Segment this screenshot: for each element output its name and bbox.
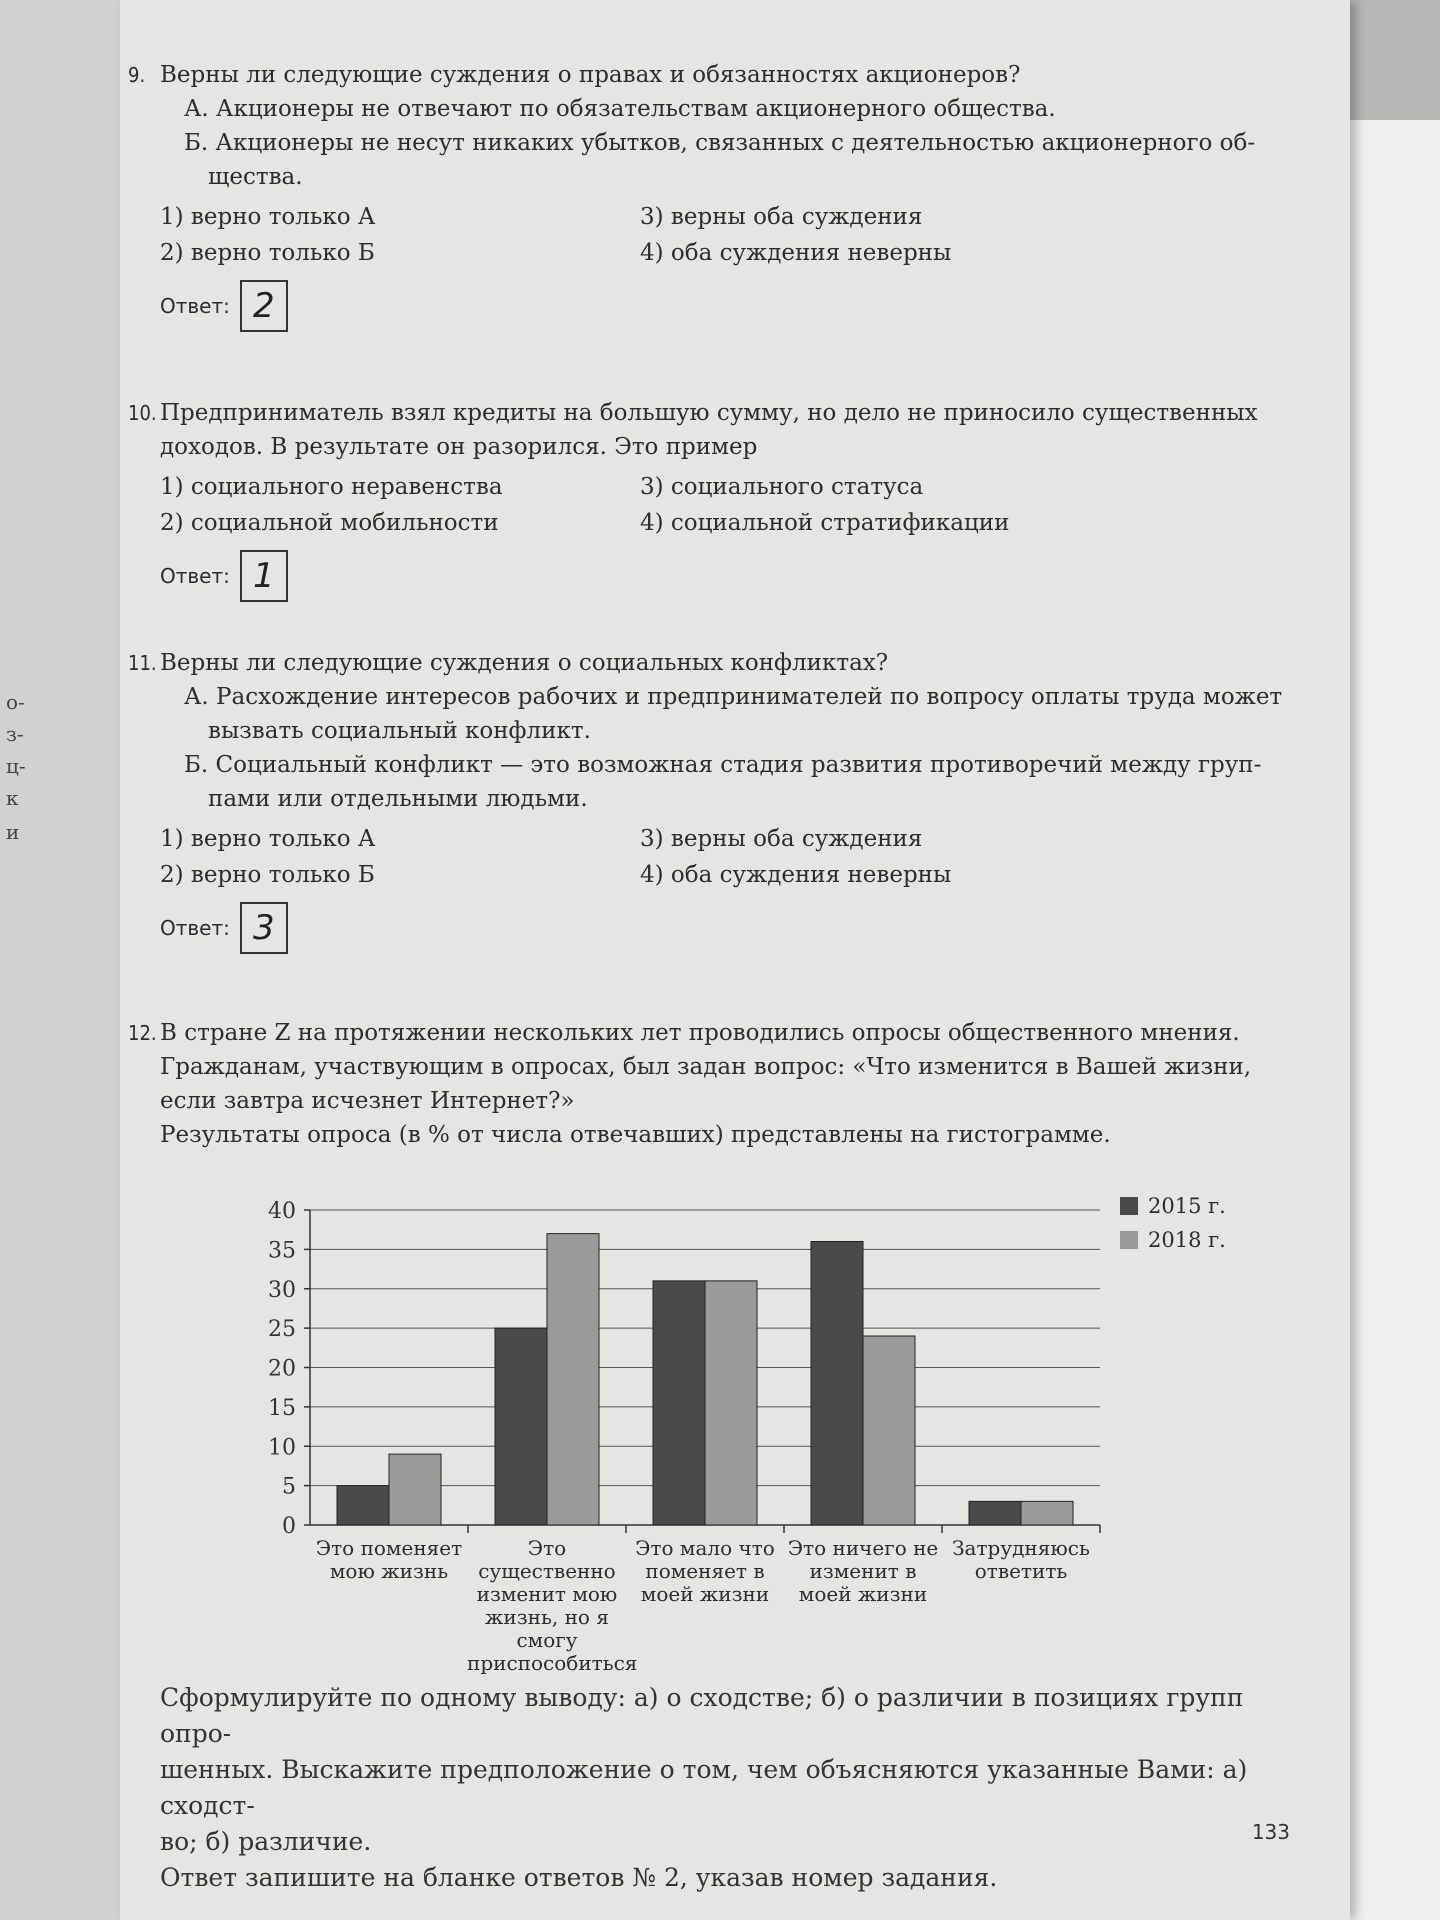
x-category-label-line: изменит мою [476,1582,618,1606]
legend-swatch [1120,1231,1138,1249]
y-tick-label: 25 [268,1317,296,1343]
option-4: 4) социальной стратификации [640,510,1010,536]
option-2: 2) социальной мобильности [160,510,499,536]
margin-fragment: к [6,786,19,810]
question-number: 12. [128,1021,157,1045]
bar-2015 [811,1242,863,1526]
option-1: 1) верно только А [160,204,376,230]
question-11 [128,646,1300,954]
legend-label: 2018 г. [1148,1228,1226,1252]
bar-2018 [389,1454,441,1525]
option-1: 1) верно только А [160,826,376,852]
y-tick-label: 40 [268,1199,296,1224]
x-category-label [309,1537,469,1583]
question-number: 9. [128,63,146,87]
option-3: 3) социального статуса [640,474,924,500]
y-tick-label: 10 [268,1435,296,1461]
option-3: 3) верны оба суждения [640,204,923,230]
chart-legend [1120,1194,1226,1262]
answer-row [160,280,1300,332]
instruction-line: Сформулируйте по одному выводу: а) о сходстве; б) о различии в позициях групп опро- [160,1683,1244,1748]
x-category-label-line: смогу [516,1628,578,1652]
option-4: 4) оба суждения неверны [640,240,952,266]
answer-box[interactable]: 3 [240,902,288,954]
option-4: 4) оба суждения неверны [640,862,952,888]
x-category-label-line: мою жизнь [329,1559,449,1583]
margin-fragment: и [6,820,20,844]
question-number: 10. [128,401,157,425]
answer-label: Ответ: [160,564,230,588]
bar-2015 [337,1486,389,1525]
legend-item-2018 [1120,1228,1226,1252]
instruction-line: во; б) различие. [160,1827,372,1856]
page-number: 133 [1251,1820,1290,1844]
y-tick-label: 30 [268,1277,296,1303]
x-category-label-line: моей жизни [798,1582,928,1606]
option-2: 2) верно только Б [160,862,375,888]
question-9 [128,58,1300,332]
previous-page-edge [0,0,120,1920]
answer-box[interactable]: 2 [240,280,288,332]
bar-2015 [969,1501,1021,1525]
option-2: 2) верно только Б [160,240,375,266]
margin-fragment: о- [6,690,25,714]
option-3: 3) верны оба суждения [640,826,923,852]
options [160,822,1300,892]
x-category-label-line: Это поменяет [315,1536,463,1560]
legend-item-2015 [1120,1194,1226,1218]
histogram [180,1180,1310,1700]
options [160,200,1300,270]
question-text-cont: доходов. В результате он разорился. Это пример [160,434,758,460]
statement-b-cont: пами или отдельными людьми. [208,786,588,812]
answer-row [160,902,1300,954]
margin-fragment: ц- [6,754,26,778]
x-category-label-line: моей жизни [640,1582,770,1606]
chart-intro: Результаты опроса (в % от числа отвечавших) представлены на гистограмме. [160,1122,1111,1148]
answer-row [160,550,1300,602]
y-tick-label: 0 [282,1514,296,1539]
answer-label: Ответ: [160,294,230,318]
x-category-label-line: изменит в [809,1559,917,1583]
x-category-label-line: Это мало что [635,1536,775,1560]
instruction-line: шенных. Выскажите предположение о том, чем объясняются указанные Вами: а) сходст- [160,1755,1248,1820]
y-tick-label: 20 [268,1356,296,1382]
statement-b: Б. Социальный конфликт — это возможная стадия развития противоречий между груп- [184,752,1262,778]
y-tick-label: 5 [282,1474,296,1500]
question-text: Верны ли следующие суждения о правах и обязанностях акционеров? [160,62,1021,88]
question-text-cont: Гражданам, участвующим в опросах, был задан вопрос: «Что изменится в Вашей жизни, [160,1054,1252,1080]
x-category-label [783,1537,943,1606]
bar-2015 [495,1328,547,1525]
question-text: В стране Z на протяжении нескольких лет проводились опросы общественного мнения. [160,1020,1240,1046]
x-category-label [941,1537,1101,1583]
question-text: Верны ли следующие суждения о социальных конфликтах? [160,650,889,676]
statement-b: Б. Акционеры не несут никаких убытков, связанных с деятельностью акционерного об- [184,130,1256,156]
margin-fragment: з- [6,722,24,746]
bar-2015 [653,1281,705,1525]
x-category-label-line: ответить [974,1559,1068,1583]
answer-label: Ответ: [160,916,230,940]
task-instructions [160,1680,1310,1896]
y-tick-label: 35 [268,1238,296,1264]
x-category-label-line: жизнь, но я [485,1605,609,1629]
x-category-label-line: Это ничего не [787,1536,939,1560]
instruction-line: Ответ запишите на бланке ответов № 2, указав номер задания. [160,1863,998,1892]
x-category-label-line: существенно [478,1559,616,1583]
question-12 [128,1016,1300,1152]
x-category-label-line: приспособиться [467,1651,638,1675]
options [160,470,1300,540]
x-category-label-line: Это [527,1536,567,1560]
bar-2018 [705,1281,757,1525]
bar-2018 [1021,1501,1073,1525]
x-category-label [625,1537,785,1606]
statement-b-cont: щества. [208,164,303,190]
book-page [120,0,1350,1920]
legend-label: 2015 г. [1148,1194,1226,1218]
legend-swatch [1120,1197,1138,1215]
option-1: 1) социального неравенства [160,474,503,500]
statement-a: А. Акционеры не отвечают по обязательствам акционерного общества. [184,96,1056,122]
bar-2018 [863,1336,915,1525]
answer-box[interactable]: 1 [240,550,288,602]
x-category-label-line: Затрудняюсь [952,1536,1090,1560]
background-sheet [1350,120,1440,1920]
x-category-label [467,1536,638,1675]
x-category-label-line: поменяет в [645,1559,765,1583]
question-text: Предприниматель взял кредиты на большую сумму, но дело не приносило существенных [160,400,1258,426]
statement-a-cont: вызвать социальный конфликт. [208,718,591,744]
bar-2018 [547,1234,599,1525]
question-text-cont: если завтра исчезнет Интернет?» [160,1088,575,1114]
y-tick-label: 15 [268,1395,296,1421]
statement-a: А. Расхождение интересов рабочих и предпринимателей по вопросу оплаты труда может [184,684,1283,710]
question-10 [128,396,1300,602]
question-number: 11. [128,651,157,675]
